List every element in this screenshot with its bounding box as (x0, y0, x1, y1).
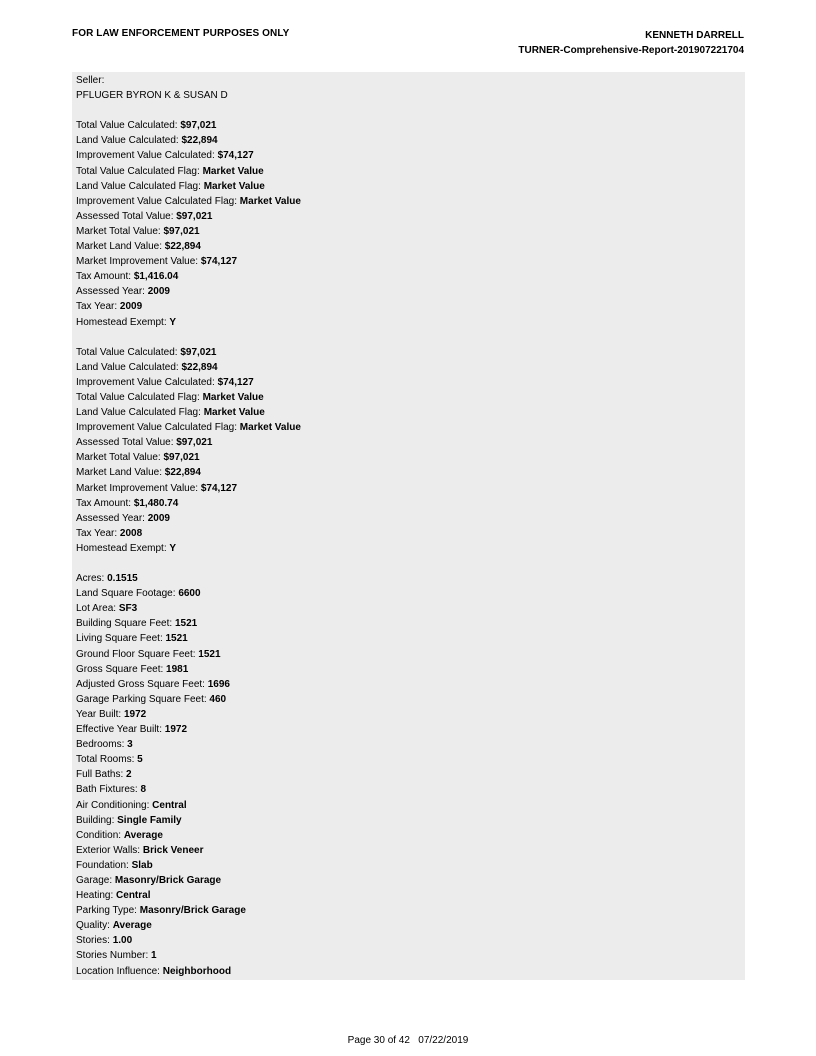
field-value: 1972 (164, 724, 188, 736)
field-label: Lot Area: (76, 603, 119, 615)
field-row (76, 616, 745, 631)
field-value: Market Value (202, 165, 264, 177)
field-row (76, 601, 745, 616)
field-row (76, 873, 745, 888)
field-value: $97,021 (176, 437, 213, 449)
field-label: Land Value Calculated: (76, 135, 182, 147)
field-value: Average (112, 920, 152, 932)
field-row (76, 299, 745, 314)
field-label: Assessed Year: (76, 512, 148, 524)
field-label: Market Improvement Value: (76, 256, 201, 268)
field-row (76, 194, 745, 209)
field-row (76, 782, 745, 797)
property-fields (76, 103, 745, 978)
field-label: Full Baths: (76, 769, 127, 781)
field-value: Market Value (202, 391, 264, 403)
field-label: Market Land Value: (76, 241, 165, 253)
field-label: Improvement Value Calculated: (76, 150, 218, 162)
field-value: Market Value (203, 407, 265, 419)
field-value: 1972 (124, 708, 147, 720)
field-value: 1696 (207, 678, 230, 690)
field-label: Adjusted Gross Square Feet: (76, 678, 208, 690)
field-label: Homestead Exempt: (76, 316, 170, 328)
header-disclaimer: FOR LAW ENFORCEMENT PURPOSES ONLY (72, 28, 290, 39)
field-label: Living Square Feet: (76, 633, 166, 645)
field-label: Acres: (76, 573, 108, 585)
field-label: Year Built: (76, 708, 124, 720)
field-row (76, 148, 745, 163)
field-value: Market Value (239, 195, 301, 207)
field-row (76, 224, 745, 239)
field-label: Assessed Total Value: (76, 437, 177, 449)
field-value: $22,894 (164, 241, 201, 253)
field-label: Total Value Calculated: (76, 120, 181, 132)
field-row (76, 662, 745, 677)
field-value: $22,894 (164, 467, 201, 479)
field-row (76, 269, 745, 284)
field-row (76, 843, 745, 858)
report-date: 07/22/2019 (418, 1035, 469, 1046)
field-value: $74,127 (200, 482, 238, 494)
field-value: Y (169, 542, 177, 554)
field-value: Central (152, 799, 187, 811)
field-label: Bedrooms: (76, 739, 128, 751)
field-label: Air Conditioning: (76, 799, 153, 811)
field-row (76, 511, 745, 526)
header-report-title (518, 28, 744, 58)
field-label: Tax Year: (76, 301, 120, 313)
field-value: 1981 (166, 663, 189, 675)
field-value: $97,021 (163, 452, 200, 464)
field-value: 3 (127, 739, 133, 751)
field-row (76, 541, 745, 556)
field-label: Land Value Calculated: (76, 361, 182, 373)
field-row (76, 722, 745, 737)
field-value: Masonry/Brick Garage (139, 905, 246, 917)
field-row (76, 631, 745, 646)
field-row (76, 918, 745, 933)
field-value: $97,021 (176, 210, 213, 222)
field-label: Tax Year: (76, 527, 120, 539)
field-label: Total Value Calculated Flag: (76, 391, 203, 403)
field-label: Total Rooms: (76, 754, 138, 766)
section-spacer (76, 103, 745, 118)
field-value: Neighborhood (162, 965, 232, 977)
field-value: 2009 (147, 286, 170, 298)
field-row (76, 133, 745, 148)
page-footer (0, 1035, 816, 1046)
field-label: Market Total Value: (76, 452, 164, 464)
field-value: 0.1515 (107, 573, 138, 585)
field-row (76, 752, 745, 767)
field-value: 1521 (198, 648, 221, 660)
field-row (76, 571, 745, 586)
field-label: Exterior Walls: (76, 844, 143, 856)
field-row (76, 798, 745, 813)
field-label: Assessed Total Value: (76, 210, 177, 222)
field-value: 1521 (165, 633, 188, 645)
field-row (76, 858, 745, 873)
field-row (76, 888, 745, 903)
field-label: Effective Year Built: (76, 724, 165, 736)
field-row (76, 390, 745, 405)
field-label: Condition: (76, 829, 124, 841)
field-label: Quality: (76, 920, 113, 932)
field-value: 2009 (147, 512, 170, 524)
field-label: Tax Amount: (76, 271, 134, 283)
property-record-panel (72, 72, 745, 980)
field-row (76, 284, 745, 299)
field-row (76, 315, 745, 330)
field-value: 1.00 (112, 935, 133, 947)
field-row (76, 933, 745, 948)
field-value: 6600 (178, 588, 201, 600)
field-row (76, 164, 745, 179)
field-value: 8 (140, 784, 147, 796)
section-spacer (76, 556, 745, 571)
field-value: 2008 (119, 527, 143, 539)
field-value: $22,894 (181, 135, 218, 147)
field-value: $74,127 (217, 376, 254, 388)
field-row (76, 450, 745, 465)
field-row (76, 435, 745, 450)
field-row (76, 405, 745, 420)
field-label: Improvement Value Calculated Flag: (76, 422, 240, 434)
field-value: $1,480.74 (133, 497, 179, 509)
field-label: Homestead Exempt: (76, 542, 170, 554)
field-label: Market Improvement Value: (76, 482, 201, 494)
field-label: Gross Square Feet: (76, 663, 167, 675)
field-value: Market Value (203, 180, 265, 192)
field-label: Tax Amount: (76, 497, 134, 509)
field-value: $97,021 (180, 346, 217, 358)
field-value: SF3 (118, 603, 138, 615)
seller-name: PFLUGER BYRON K & SUSAN D (76, 90, 228, 102)
field-row (76, 239, 745, 254)
field-value: $74,127 (200, 256, 238, 268)
field-value: $1,416.04 (133, 271, 179, 283)
field-row (76, 707, 745, 722)
field-label: Heating: (76, 890, 117, 902)
field-row (76, 586, 745, 601)
field-value: 1521 (174, 618, 198, 630)
header-report-id: TURNER-Comprehensive-Report-201907221704 (518, 45, 744, 56)
field-row (76, 767, 745, 782)
field-label: Stories Number: (76, 950, 152, 962)
field-label: Bath Fixtures: (76, 784, 141, 796)
field-row (76, 481, 745, 496)
field-row (76, 948, 745, 963)
field-label: Improvement Value Calculated Flag: (76, 195, 240, 207)
field-row (76, 737, 745, 752)
field-value: 2009 (119, 301, 143, 313)
field-label: Land Value Calculated Flag: (76, 180, 204, 192)
field-label: Building: (76, 814, 118, 826)
field-value: Average (123, 829, 163, 841)
page-number: Page 30 of 42 (347, 1035, 410, 1046)
field-label: Stories: (76, 935, 113, 947)
field-value: 1 (151, 950, 157, 962)
field-label: Total Value Calculated: (76, 346, 181, 358)
field-label: Building Square Feet: (76, 618, 175, 630)
header-subject-name: KENNETH DARRELL (645, 30, 744, 41)
field-row (76, 360, 745, 375)
field-label: Market Land Value: (76, 467, 165, 479)
field-row (76, 496, 745, 511)
field-value: $97,021 (180, 120, 217, 132)
field-label: Parking Type: (76, 905, 140, 917)
field-value: $22,894 (181, 361, 218, 373)
seller-label: Seller: (76, 75, 105, 86)
field-label: Land Value Calculated Flag: (76, 407, 204, 419)
field-value: Slab (131, 859, 153, 871)
field-row (76, 465, 745, 480)
field-row (76, 964, 745, 979)
field-label: Location Influence: (76, 965, 163, 977)
field-row (76, 647, 745, 662)
field-row (76, 903, 745, 918)
field-value: 460 (209, 693, 227, 705)
field-label: Garage Parking Square Feet: (76, 693, 210, 705)
field-label: Assessed Year: (76, 286, 148, 298)
field-row (76, 209, 745, 224)
field-label: Total Value Calculated Flag: (76, 165, 203, 177)
field-row (76, 254, 745, 269)
field-value: $97,021 (163, 225, 200, 237)
field-row (76, 375, 745, 390)
field-value: Market Value (239, 422, 301, 434)
field-label: Land Square Footage: (76, 588, 179, 600)
field-label: Improvement Value Calculated: (76, 376, 218, 388)
field-row (76, 179, 745, 194)
field-value: Brick Veneer (142, 844, 204, 856)
field-value: $74,127 (217, 150, 254, 162)
field-value: Single Family (117, 814, 182, 826)
field-label: Garage: (76, 874, 115, 886)
field-row (76, 692, 745, 707)
field-label: Ground Floor Square Feet: (76, 648, 199, 660)
field-value: Y (169, 316, 177, 328)
field-label: Foundation: (76, 859, 132, 871)
field-row (76, 118, 745, 133)
field-value: 5 (137, 754, 143, 766)
field-value: Masonry/Brick Garage (114, 874, 222, 886)
field-row (76, 345, 745, 360)
field-row (76, 526, 745, 541)
field-row (76, 828, 745, 843)
field-value: 2 (126, 769, 132, 781)
field-row (76, 420, 745, 435)
field-row (76, 813, 745, 828)
field-label: Market Total Value: (76, 225, 164, 237)
field-value: Central (116, 890, 151, 902)
field-row (76, 677, 745, 692)
section-spacer (76, 330, 745, 345)
